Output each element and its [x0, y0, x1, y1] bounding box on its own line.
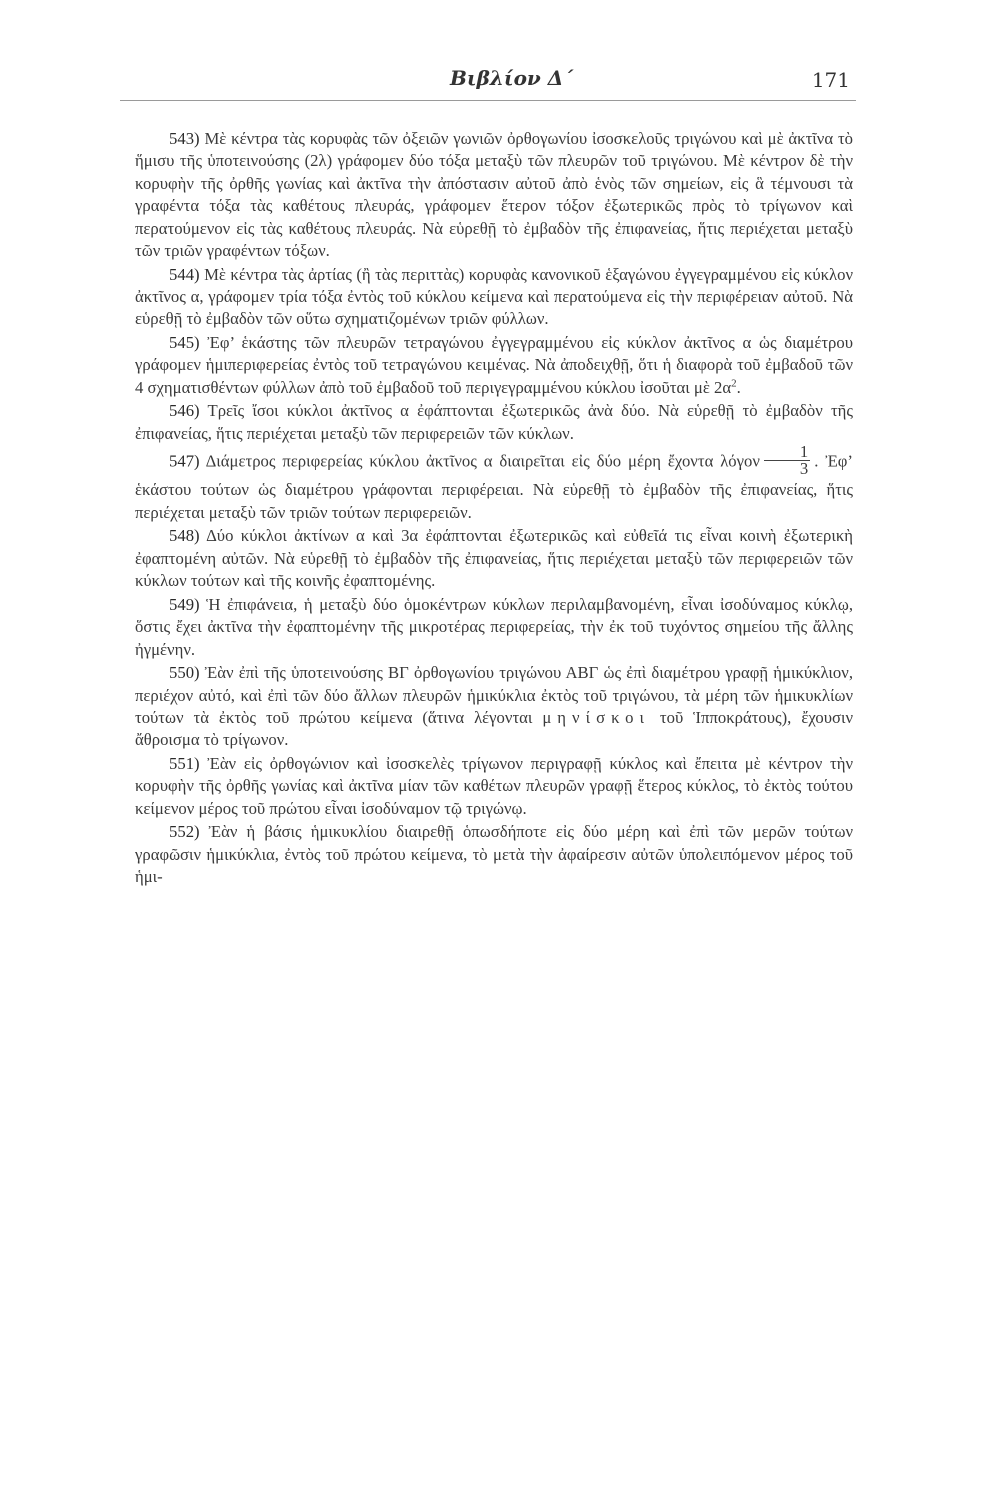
spaced-term: μηνίσκοι	[542, 708, 650, 728]
exercise-543	[135, 128, 853, 262]
exercise-text: Διάμετρος περιφερείας κύκλου ἀκτῖνος α διαιρεῖται εἰς δύο μέρη ἔχοντα λόγον	[199, 451, 760, 471]
exercise-number: 547)	[169, 451, 200, 471]
exercise-547	[135, 442, 853, 524]
exercise-548	[135, 525, 853, 592]
exercise-text-end: τοῦ Ἱπποκράτους), ἔχουσιν ἄθροισμα τὸ τρίγωνον.	[135, 708, 853, 750]
exercise-545	[135, 332, 853, 399]
fraction-denominator: 3	[799, 459, 809, 479]
exercise-number: 544)	[169, 264, 200, 284]
page-header	[120, 60, 856, 101]
exercise-550	[135, 662, 853, 752]
exercise-text: Ἐὰν εἰς ὀρθογώνιον καὶ ἰσοσκελὲς τρίγωνον περιγραφῇ κύκλος καὶ ἔπειτα μὲ κέντρον τὴν κορυφὴν τῆς ὀρθῆς γωνίας καὶ ἀκτῖνα μίαν τῶν καθέτων πλευρῶν γραφῇ ἕτερος κύκλος, τὸ ἐκτὸς τούτου κείμενον μέρος τοῦ πρώτου εἶναι ἰσοδύναμον τῷ τριγώνῳ.	[135, 754, 853, 818]
exercise-text-end: .	[736, 377, 741, 397]
exercise-text: Ἐὰν ἡ βάσις ἡμικυκλίου διαιρεθῇ ὁπωσδήποτε εἰς δύο μέρη καὶ ἐπὶ τῶν μερῶν τούτων γραφῶσιν ἡμικύκλια, ἐντὸς τοῦ πρώτου κείμενα, τὸ μετὰ τὴν ἀφαίρεσιν αὐτῶν ὑπολειπόμενον μέρος τοῦ ἡμι-	[135, 822, 853, 887]
page-number: 171	[811, 68, 850, 92]
exercise-552	[135, 821, 853, 888]
exercise-text: Ἐὰν ἐπὶ τῆς ὑποτεινούσης ΒΓ ὀρθογωνίου τριγώνου ΑΒΓ ὡς ἐπὶ διαμέτρου γραφῇ ἡμικύκλιον, περιέχον αὐτό, καὶ ἐπὶ τῶν δύο ἄλλων πλευρῶν ἡμικύκλια ἐκτὸς τοῦ τριγώνου, τὰ μέρη τῶν ἡμικυκλίων τούτων τὰ ἐκτὸς τοῦ πρώτου κείμενα (ἅτινα λέγονται	[135, 663, 853, 728]
exercise-546	[135, 400, 853, 445]
exercise-text: Ἡ ἐπιφάνεια, ἡ μεταξὺ δύο ὁμοκέντρων κύκλων περιλαμβανομένη, εἶναι ἰσοδύναμος κύκλῳ, ὅστις ἔχει ἀκτῖνα τὴν ἐφαπτομένην τῆς μικροτέρας περιφερείας, τὴν ἐκ τοῦ τυχόντος σημείου τῆς ἄλλης ἠγμένην.	[135, 594, 853, 659]
exercise-text-end: . Ἐφ’ ἑκάστου τούτων ὡς διαμέτρου γράφονται περιφέρειαι. Νὰ εὑρεθῇ τὸ ἐμβαδὸν τῆς ἐπιφανείας, ἥτις περιέχεται μεταξὺ τῶν τριῶν τούτων περιφερειῶν.	[135, 451, 853, 522]
exercise-number: 545)	[169, 333, 200, 353]
running-title: Βιβλίον Δ΄	[450, 66, 574, 90]
exercise-number: 551)	[169, 754, 200, 774]
fraction-numerator: 1	[764, 444, 810, 461]
exercise-number: 543)	[169, 129, 200, 148]
page-body	[135, 128, 853, 890]
exercise-551	[135, 753, 853, 820]
exercise-text: Δύο κύκλοι ἀκτίνων α καὶ 3α ἐφάπτονται ἐξωτερικῶς καὶ εὐθεῖά τις εἶναι κοινὴ ἐξωτερικὴ ἐφαπτομένη αὐτῶν. Νὰ εὑρεθῇ τὸ ἐμβαδὸν τῆς ἐπιφανείας, ἥτις περιέχεται μεταξὺ τῶν περιφερειῶν τῶν κύκλων τούτων καὶ τῆς κοινῆς ἐφαπτομένης.	[135, 526, 853, 591]
exercise-number: 552)	[169, 822, 200, 842]
exercise-text: Μὲ κέντρα τὰς κορυφὰς τῶν ὀξειῶν γωνιῶν ὀρθογωνίου ἰσοσκελοῦς τριγώνου καὶ μὲ ἀκτῖνα τὸ ἥμισυ τῆς ὑποτεινούσης (2λ) γράφομεν δύο τόξα μεταξὺ τῶν πλευρῶν τοῦ τριγώνου. Μὲ κέντρον δὲ τὴν κορυφὴν τῆς ὀρθῆς γωνίας καὶ ἀκτῖνα τὴν ἀπόστασιν αὐτοῦ ἀπὸ ἑνὸς τῶν σημείων, εἰς ἃ τέμνουσι τὰ γραφέντα τόξα τὰς καθέτους πλευράς, γράφομεν ἕτερον τόξον ἐξωτερικῶς πρὸς τὸ τρίγωνον καὶ περατούμενον εἰς τὰς καθέτους πλευράς. Νὰ εὑρεθῇ τὸ ἐμβαδὸν τῆς ἐπιφανείας, ἥτις περιέχεται μεταξὺ τῶν τριῶν γραφέντων τόξων.	[135, 129, 853, 261]
exercise-text: Τρεῖς ἴσοι κύκλοι ἀκτῖνος α ἐφάπτονται ἐξωτερικῶς ἀνὰ δύο. Νὰ εὑρεθῇ τὸ ἐμβαδὸν τῆς ἐπιφανείας, ἥτις περιέχεται μεταξὺ τῶν περιφερειῶν τῶν κύκλων.	[135, 401, 853, 443]
exercise-text: Μὲ κέντρα τὰς ἀρτίας (ἢ τὰς περιττὰς) κορυφὰς κανονικοῦ ἑξαγώνου ἐγγεγραμμένου εἰς κύκλον ἀκτῖνος α, γράφομεν τρία τόξα ἐντὸς τοῦ κύκλου κείμενα καὶ περατούμενα εἰς τὴν περιφέρειαν αὐτοῦ. Νὰ εὑρεθῇ τὸ ἐμβαδὸν τῶν οὕτω σχηματιζομένων τριῶν φύλλων.	[135, 264, 853, 329]
exponent: 2	[731, 377, 737, 390]
fraction	[764, 444, 810, 477]
exercise-number: 546)	[169, 401, 200, 421]
exercise-544	[135, 264, 853, 331]
exercise-number: 548)	[169, 526, 200, 546]
exercise-number: 549)	[169, 594, 200, 614]
exercise-number: 550)	[169, 663, 200, 683]
exercise-text: Ἐφ’ ἑκάστης τῶν πλευρῶν τετραγώνου ἐγγεγραμμένου εἰς κύκλον ἀκτῖνος α ὡς διαμέτρου γράφομεν ἡμιπεριφερείας ἐντὸς τοῦ τετραγώνου κειμένας. Νὰ ἀποδειχθῇ, ὅτι ἡ διαφορὰ τοῦ ἐμβαδοῦ τῶν 4 σχηματισθέντων φύλλων ἀπὸ τοῦ ἐμβαδοῦ τοῦ περιγεγραμμένου κύκλου ἰσοῦται μὲ 2α	[135, 333, 853, 397]
exercise-549	[135, 594, 853, 661]
